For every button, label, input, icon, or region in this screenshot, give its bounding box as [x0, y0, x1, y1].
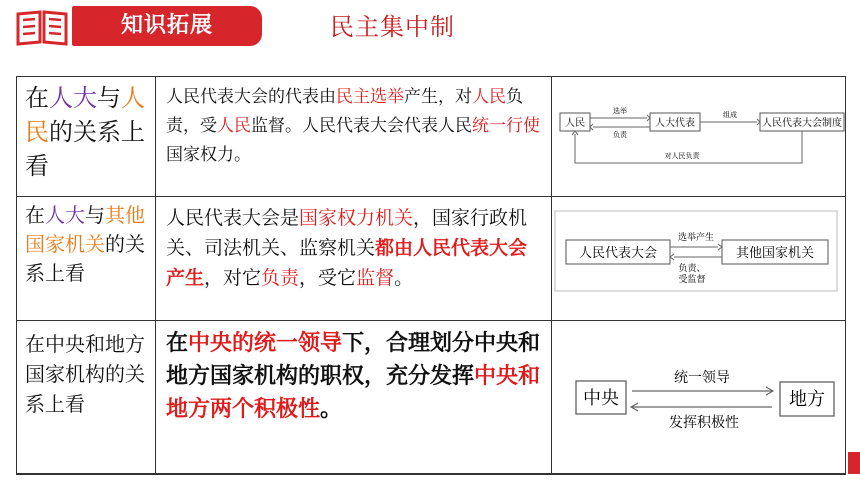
- column-divider: [551, 77, 552, 474]
- book-icon: [14, 8, 70, 46]
- node-npc-system-label: 人民代表大会制度: [762, 118, 842, 129]
- label-elect: 选举产生: [677, 233, 715, 243]
- diagram-people-npc: [552, 77, 847, 196]
- page-title: 民主集中制: [330, 13, 455, 41]
- label-initiative: 发挥积极性: [669, 415, 739, 431]
- label-responsible: 负责: [613, 131, 627, 139]
- node-npc-deputies-label: 人大代表: [655, 118, 695, 129]
- node-central-label: 中央: [583, 388, 619, 409]
- section-tag: 知识拓展: [72, 6, 262, 46]
- row-diagram: [552, 321, 847, 473]
- row-description: 人民代表大会是国家权力机关，国家行政机关、司法机关、监察机关都由人民代表大会产生，对它负责，受它监督。: [166, 207, 528, 289]
- row-heading: 在中央和地方国家机构的关系上看: [25, 332, 145, 416]
- table-row: [17, 321, 845, 474]
- row-diagram: [552, 77, 847, 196]
- row-diagram: [552, 197, 847, 320]
- label-elect: 选举: [613, 107, 627, 115]
- comparison-table: [16, 76, 846, 475]
- label-return: 对人民负责: [664, 152, 700, 160]
- diagram-npc-organs: [552, 197, 847, 320]
- label-leadership: 统一领导: [674, 370, 730, 386]
- row-heading: 在人大与其他国家机关的关系上看: [25, 203, 145, 285]
- row-description: 在中央的统一领导下，合理划分中央和地方国家机构的职权，充分发挥中央和地方两个积极性。: [166, 330, 541, 422]
- node-people-label: 人民: [565, 118, 585, 129]
- diagram-central-local: [552, 321, 847, 473]
- label-compose: 组成: [723, 111, 737, 119]
- row-heading: 在人大与人民的关系上看: [25, 84, 145, 180]
- label-supervised: 受监督: [678, 275, 706, 285]
- table-row: [17, 197, 845, 321]
- row-description: 人民代表大会的代表由民主选举产生，对人民负责，受人民监督。人民代表大会代表人民统一行使国家权力。: [166, 87, 540, 165]
- node-other-organs-label: 其他国家机关: [735, 246, 815, 261]
- page-corner-marker: [848, 452, 860, 474]
- node-npc-label: 人民代表大会: [578, 246, 658, 261]
- node-local-label: 地方: [789, 389, 825, 410]
- column-divider: [155, 77, 156, 474]
- table-row: [17, 77, 845, 197]
- label-responsible: 负责、: [678, 264, 706, 274]
